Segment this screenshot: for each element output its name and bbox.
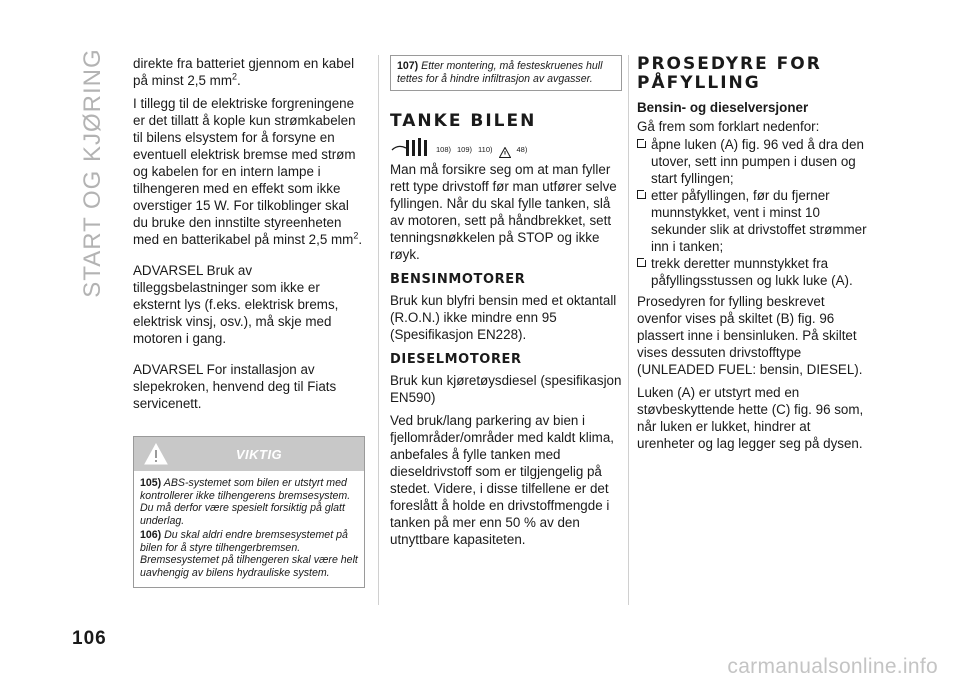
paragraph: Ved bruk/lang parkering av bien i fjellområder/områder med kaldt klima, anbefales å fylle tanken med dieseldrivstoff som er tilgjengelig på stedet. Videre, i disse tilfellene er det foreslått å holde en drivstoffmengde i tanken på mer enn 50 % av den utnyttbare kapasiteten. [390,413,614,547]
column-divider [378,55,379,605]
section-heading: TANKE BILEN [390,111,537,131]
warning-paragraph: ADVARSEL Bruk av tilleggsbelastninger som ikke er eksternt lys (f.eks. elektrisk brems, elektrisk vinsj, osv.), må skje med motoren i gang. [133,263,339,346]
paragraph: direkte fra batteriet gjennom en kabel på minst 2,5 $mm^2$. [133,56,355,88]
fuel-pump-icon [390,136,430,158]
important-box-title: VIKTIG [235,447,283,462]
subsection-heading: DIESELMOTORER [390,352,522,367]
subheading: Bensin- og dieselversjoner [637,100,809,115]
column-2 [390,55,622,554]
paragraph: I tillegg til de elektriske forgreningene er det tillatt å kople kun strømkabelen til bilens elsystem for å forsyne en eventuell elektrisk bremse med strøm og kabelen for en intern lampe i tilhengeren med en effekt som ikke overstiger 15 W. For tilkoblinger skal du bruke den innstilte styreenheten med en batterikabel på minst 2,5 $mm^2$. [133,96,363,247]
warning-triangle-icon [499,147,511,158]
paragraph: Bruk kun blyfri bensin med et oktantall (R.O.N.) ikke mindre enn 95 (Spesifikasjon EN228). [390,293,617,342]
paragraph: Bruk kun kjøretøysdiesel (spesifikasjon EN590) [390,373,622,405]
reference-row [390,136,622,158]
column-divider [628,55,629,605]
important-item: 106) Du skal aldri endre bremsesystemet på bilen for å styre tilhengerbremsen. Bremsesystemet på tilhengeren skal være helt uavhengig av bilens hydrauliske system. [140,529,358,579]
list-item: trekk deretter munnstykket fra påfyllingsstussen og lukk luke (A). [637,255,869,289]
reference-number: 110) [478,145,493,154]
bullet-icon [637,258,646,267]
reference-number: 48) [516,145,528,154]
bullet-icon [637,190,646,199]
paragraph: Man må forsikre seg om at man fyller rett type drivstoff før man utfører selve fyllingen. Når du skal fylle tanken, slå av motoren, sett på håndbrekket, sett tenningsnøkkelen på STOP og ikke røyk. [390,162,617,262]
list-item: åpne luken (A) fig. 96 ved å dra den utover, sett inn pumpen i dusen og start fyllingen; [637,136,869,187]
section-heading: PROSEDYRE FOR PÅFYLLING [637,54,822,93]
column-3 [637,55,869,458]
subsection-heading: BENSINMOTORER [390,272,526,287]
page-number: 106 [72,628,107,649]
paragraph: Prosedyren for fylling beskrevet ovenfor vises på skiltet (B) fig. 96 plassert inne i bensinluken. På skiltet vises dessuten drivstofftype (UNLEADED FUEL: bensin, DIESEL). [637,294,863,377]
reference-number: 108) [436,145,452,154]
important-box-body [134,471,364,587]
column-1 [133,55,365,588]
important-box [133,436,365,588]
warning-paragraph: ADVARSEL For installasjon av slepekroken, henvend deg til Fiats servicenett. [133,362,337,411]
important-box-header [134,437,364,471]
paragraph: Luken (A) er utstyrt med en støvbeskyttende hette (C) fig. 96 som, når luken er lukket, hindrer at urenheter og lag legger seg på dysen. [637,385,864,451]
important-item: 105) ABS-systemet som bilen er utstyrt med kontrollerer ikke tilhengerens bremsesystem. Du må derfor være spesielt forsiktig på glatt underlag. [140,477,351,527]
bullet-icon [637,139,646,148]
paragraph: Gå frem som forklart nedenfor: [637,119,820,134]
watermark: carmanualsonline.info [727,655,938,678]
section-side-tab-label: START OG KJØRING [79,47,106,298]
section-side-tab [78,47,108,298]
note-box: 107) Etter montering, må festeskruenes hull tettes for å hindre infiltrasjon av avgasser. [390,55,622,91]
list-item: etter påfyllingen, før du fjerner munnstykket, vent i minst 10 sekunder slik at drivstoffet strømmer inn i tanken; [637,187,869,255]
reference-number: 109) [457,145,473,154]
